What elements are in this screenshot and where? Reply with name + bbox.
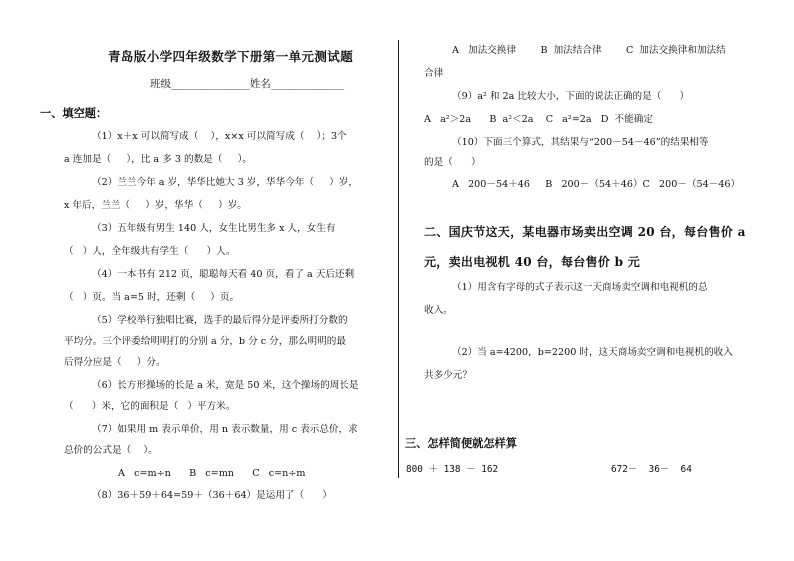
q6-line-2: （ ）米，它的面积是（ ）平方米。 (64, 401, 236, 412)
q2-line-1: （2）兰兰今年 a 岁，华华比她大 3 岁，华华今年（ ）岁， (92, 177, 359, 188)
q6-line-1: （6）长方形操场的长是 a 米，宽是 50 米，这个操场的周长是 (92, 380, 359, 391)
q8-line-1: （8）36＋59＋64=59＋（36＋64）是运用了（ ） (92, 490, 332, 501)
q9-line-1: （9）a² 和 2a 比较大小，下面的说法正确的是（ ） (452, 91, 690, 102)
q4-line-2: （ ）页。当 a=5 时，还剩（ ）页。 (64, 292, 240, 303)
section2-heading-line-1: 二、国庆节这天，某电器市场卖出空调 20 台，每台售价 a (424, 225, 746, 239)
section2-q2-line-2: 共多少元？ (424, 370, 472, 381)
q3-line-2: （ ）人，全年级共有学生（ ）人。 (64, 246, 236, 257)
page-title: 青岛版小学四年级数学下册第一单元测试题 (108, 49, 354, 64)
q10-line-1: （10）下面三个算式，其结果与“200－54－46”的结果相等 (452, 137, 709, 148)
q2-line-2: x 年后，兰兰（ ）岁，华华（ ）岁。 (64, 200, 247, 211)
q7-line-2: 总价的公式是（ ）。 (64, 445, 158, 456)
q9-options: A a²＞2a B a²＜2a C a²=2a D 不能确定 (424, 114, 653, 125)
q8-options-line-1: A 加法交换律 B 加法结合律 C 加法交换律和加法结 (452, 45, 726, 56)
q7-options: A c=m÷n B c=mn C c=n÷m (118, 468, 306, 479)
q4-line-1: （4）一本书有 212 页，聪聪每天看 40 页，看了 a 天后还剩 (92, 269, 355, 280)
column-divider (398, 40, 399, 478)
calc-problem-1: 800 ＋ 138 － 162 (406, 464, 499, 475)
q5-line-1: （5）学校举行独唱比赛，选手的最后得分是评委所打分数的 (92, 315, 348, 326)
q1-line-2: a 连加是（ ），比 a 多 3 的数是（ ）。 (64, 154, 252, 165)
q1-line-1: （1）x＋x 可以简写成（ ），x×x 可以简写成（ ）；3个 (92, 131, 347, 142)
section2-q2-line-1: （2）当 a=4200，b=2200 时，这天商场卖空调和电视机的收入 (452, 347, 733, 358)
q5-line-3: 后得分应是（ ）分。 (64, 357, 166, 368)
q3-line-1: （3）五年级有男生 140 人，女生比男生多 x 人，女生有 (92, 223, 336, 234)
section2-q1-line-2: 收入。 (424, 305, 453, 316)
q5-line-2: 平均分。三个评委给明明打的分别 a 分，b 分 c 分，那么明明的最 (64, 336, 346, 347)
q10-options: A 200－54＋46 B 200－（54＋46）C 200－（54－46） (452, 179, 741, 190)
q10-line-2: 的是（ ） (424, 157, 481, 168)
section1-heading: 一、填空题： (40, 106, 108, 120)
q7-line-1: （7）如果用 m 表示单价，用 n 表示数量，用 c 表示总价，求 (92, 424, 358, 435)
section3-heading: 三、怎样简便就怎样算 (405, 436, 517, 450)
section2-heading-line-2: 元，卖出电视机 40 台，每台售价 b 元 (424, 255, 641, 269)
section2-q1-line-1: （1）用含有字母的式子表示这一天商场卖空调和电视机的总 (452, 282, 708, 293)
calc-problem-2: 672－ 36－ 64 (611, 464, 692, 475)
q8-options-line-2: 合律 (424, 68, 444, 79)
class-name-line: 班级_______________姓名______________ (150, 78, 345, 90)
